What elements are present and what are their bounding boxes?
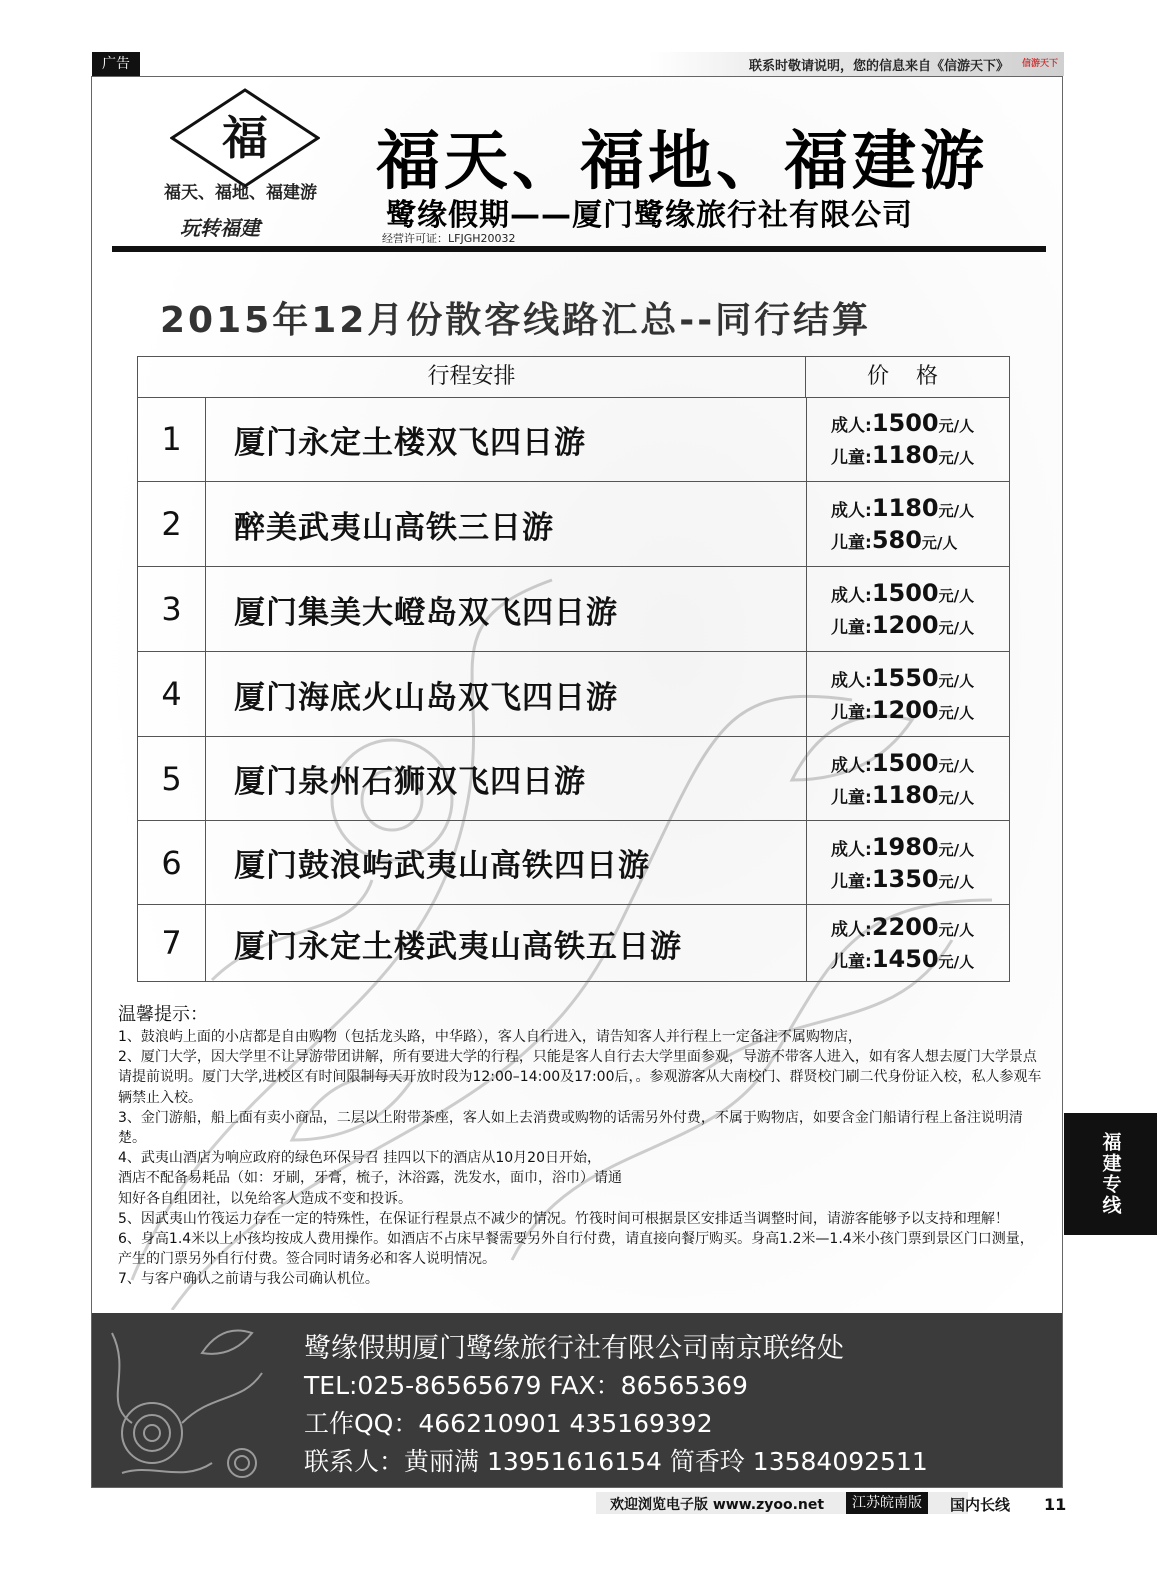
adult-label: 成人: bbox=[831, 920, 872, 940]
publication-logo: 信游天下 bbox=[1021, 59, 1058, 69]
child-price bbox=[831, 945, 1009, 973]
child-price bbox=[831, 865, 1009, 893]
tip-item: 5、因武夷山竹筏运力存在一定的特殊性，在保证行程景点不减少的情况。竹筏时间可根据景区安排适当调整时间，请游客能够予以支持和理解！ bbox=[118, 1210, 1009, 1227]
row-number: 6 bbox=[138, 821, 206, 904]
edition-badge: 江苏皖南版 bbox=[846, 1492, 928, 1514]
tip-item: 7、与客户确认之前请与我公司确认机位。 bbox=[118, 1271, 379, 1288]
header-divider bbox=[112, 246, 1046, 252]
child-label: 儿童: bbox=[831, 952, 872, 972]
tip-item: 3、金门游船，船上面有卖小商品，二层以上附带茶座，客人如上去消费或购物的话需另外付费，不属于购物店，如要含金门船请行程上备注说明清楚。 bbox=[118, 1109, 1023, 1147]
price-unit: 元/人 bbox=[938, 672, 975, 690]
price-cell bbox=[806, 737, 1009, 820]
headline: 福天、福地、福建游 bbox=[376, 125, 988, 199]
price-unit: 元/人 bbox=[938, 788, 975, 807]
table-row bbox=[138, 737, 1009, 821]
price-unit: 元/人 bbox=[938, 872, 975, 891]
child-label: 儿童: bbox=[831, 618, 872, 638]
route-name: 厦门鼓浪屿武夷山高铁四日游 bbox=[234, 848, 650, 884]
price-cell bbox=[806, 482, 1009, 566]
price-unit: 元/人 bbox=[921, 534, 958, 552]
table-row bbox=[138, 905, 1009, 981]
table-row bbox=[138, 567, 1009, 652]
child-price bbox=[831, 441, 1009, 469]
price-unit: 元/人 bbox=[938, 449, 975, 467]
column-header-route: 行程安排 bbox=[138, 357, 806, 397]
child-amount: 1180 bbox=[871, 780, 939, 809]
price-unit: 元/人 bbox=[938, 619, 975, 637]
price-unit: 元/人 bbox=[938, 921, 975, 939]
adult-price bbox=[831, 664, 1009, 692]
price-unit: 元/人 bbox=[938, 704, 975, 722]
child-label: 儿童: bbox=[831, 871, 872, 892]
route-name: 厦门永定土楼双飞四日游 bbox=[234, 424, 586, 461]
price-cell bbox=[806, 397, 1009, 481]
ad-tag: 广告 bbox=[92, 52, 140, 76]
table-row bbox=[138, 821, 1009, 905]
table-row bbox=[138, 652, 1009, 737]
child-label: 儿童: bbox=[831, 703, 872, 723]
adult-price bbox=[831, 409, 1009, 437]
table-row bbox=[138, 482, 1009, 567]
source-notice: 联系时敬请说明，您的信息来自《信游天下》 bbox=[748, 59, 1009, 74]
adult-price bbox=[831, 913, 1009, 941]
price-unit: 元/人 bbox=[938, 587, 975, 605]
svg-text:福: 福 bbox=[222, 111, 268, 165]
row-number: 4 bbox=[138, 652, 206, 736]
table-header bbox=[138, 357, 1009, 398]
adult-amount: 2200 bbox=[871, 913, 939, 941]
tip-item: 知好各自组团社，以免给客人造成不变和投诉。 bbox=[118, 1190, 412, 1207]
company-subhead: 鹭缘假期——厦门鹭缘旅行社有限公司 bbox=[386, 198, 913, 233]
price-cell bbox=[806, 652, 1009, 736]
route-name: 厦门集美大嶝岛双飞四日游 bbox=[234, 594, 618, 631]
route-name: 厦门海底火山岛双飞四日游 bbox=[234, 679, 618, 716]
section-name: 国内长线 bbox=[950, 1496, 1011, 1514]
adult-price bbox=[831, 749, 1009, 777]
fu-logo-icon bbox=[170, 88, 320, 188]
tips-title: 温馨提示： bbox=[118, 1004, 208, 1025]
child-amount: 1180 bbox=[871, 441, 939, 469]
contact-tel-fax: TEL:025-86565679 FAX：86565369 bbox=[304, 1371, 748, 1400]
child-label: 儿童: bbox=[831, 448, 872, 468]
section-side-tab: 福建专线 bbox=[1064, 1113, 1157, 1235]
contact-company: 鹭缘假期厦门鹭缘旅行社有限公司南京联络处 bbox=[304, 1333, 844, 1364]
route-name: 厦门泉州石狮双飞四日游 bbox=[234, 764, 586, 800]
logo-caption: 福天、福地、福建游 bbox=[164, 183, 317, 203]
adult-label: 成人: bbox=[831, 501, 872, 521]
tips-list bbox=[118, 1027, 1043, 1290]
tip-item: 4、武夷山酒店为响应政府的绿色环保号召 挂四以下的酒店从10月20日开始， bbox=[118, 1150, 601, 1167]
adult-price bbox=[831, 579, 1009, 607]
child-label: 儿童: bbox=[831, 787, 872, 808]
table-title: 2015年12月份散客线路汇总--同行结算 bbox=[160, 300, 872, 341]
child-price bbox=[831, 696, 1009, 724]
route-price-table bbox=[137, 356, 1010, 982]
adult-label: 成人: bbox=[831, 671, 872, 691]
table-row bbox=[138, 397, 1009, 482]
price-cell bbox=[806, 905, 1009, 981]
footer-site-link[interactable]: 欢迎浏览电子版 www.zyoo.net bbox=[610, 1497, 825, 1513]
row-number: 1 bbox=[138, 397, 206, 481]
adult-amount: 1180 bbox=[871, 494, 939, 522]
child-amount: 1200 bbox=[871, 696, 939, 724]
adult-amount: 1550 bbox=[871, 664, 939, 692]
adult-label: 成人: bbox=[831, 416, 872, 436]
child-amount: 1200 bbox=[871, 611, 939, 639]
adult-label: 成人: bbox=[831, 755, 872, 776]
adult-label: 成人: bbox=[831, 839, 872, 860]
child-price bbox=[831, 611, 1009, 639]
row-number: 2 bbox=[138, 482, 206, 566]
license-number: 经营许可证：LFJGH20032 bbox=[382, 232, 516, 245]
tip-item: 2、厦门大学，因大学里不让导游带团讲解，所有要进大学的行程，只能是客人自行去大学里面参观，导游不带客人进入，如有客人想去厦门大学景点请提前说明。厦门大学,进校区有时间限制每天开放时段为12:00–14:00及17:00后，。参观游客从大南校门、群贤校门刷二代身份证入校，私人参观车辆禁止入校。 bbox=[118, 1049, 1042, 1106]
adult-amount: 1500 bbox=[871, 409, 939, 437]
route-name: 醉美武夷山高铁三日游 bbox=[234, 509, 554, 546]
contact-floral-icon bbox=[92, 1313, 272, 1487]
child-price bbox=[831, 526, 1009, 554]
contact-person: 联系人：黄丽满 13951616154 简香玲 13584092511 bbox=[304, 1447, 928, 1476]
price-unit: 元/人 bbox=[938, 756, 975, 775]
child-amount: 580 bbox=[871, 526, 922, 554]
adult-amount: 1980 bbox=[871, 832, 939, 861]
price-cell bbox=[806, 567, 1009, 651]
adult-label: 成人: bbox=[831, 586, 872, 606]
price-cell bbox=[806, 821, 1009, 904]
child-label: 儿童: bbox=[831, 533, 872, 553]
row-number: 3 bbox=[138, 567, 206, 651]
column-header-price: 价 格 bbox=[867, 364, 948, 389]
row-number: 5 bbox=[138, 737, 206, 820]
price-unit: 元/人 bbox=[938, 840, 975, 859]
price-unit: 元/人 bbox=[938, 502, 975, 520]
route-name: 厦门永定土楼武夷山高铁五日游 bbox=[234, 928, 682, 965]
tip-item: 酒店不配备易耗品（如：牙刷，牙膏，梳子，沐浴露，洗发水，面巾，浴巾）请通 bbox=[118, 1170, 622, 1187]
adult-price bbox=[831, 833, 1009, 861]
price-unit: 元/人 bbox=[938, 417, 975, 435]
play-fujian-slogan: 玩转福建 bbox=[180, 216, 260, 240]
row-number: 7 bbox=[138, 905, 206, 981]
child-amount: 1450 bbox=[871, 945, 939, 973]
adult-price bbox=[831, 494, 1009, 522]
adult-amount: 1500 bbox=[871, 748, 939, 777]
price-unit: 元/人 bbox=[938, 953, 975, 971]
tip-item: 1、鼓浪屿上面的小店都是自由购物（包括龙头路，中华路），客人自行进入，请告知客人并行程上一定备注不属购物店， bbox=[118, 1029, 862, 1045]
tip-item: 6、身高1.4米以上小孩均按成人费用操作。如酒店不占床早餐需要另外自行付费，请直接向餐厅购买。身高1.2米—1.4米小孩门票到景区门口测量，产生的门票另外自行付费。签合同时请务必和客人说明情况。 bbox=[118, 1231, 1034, 1268]
child-amount: 1350 bbox=[871, 864, 939, 893]
contact-qq: 工作QQ：466210901 435169392 bbox=[304, 1409, 713, 1438]
child-price bbox=[831, 781, 1009, 809]
adult-amount: 1500 bbox=[871, 579, 939, 607]
page-number: 11 bbox=[1044, 1495, 1067, 1514]
